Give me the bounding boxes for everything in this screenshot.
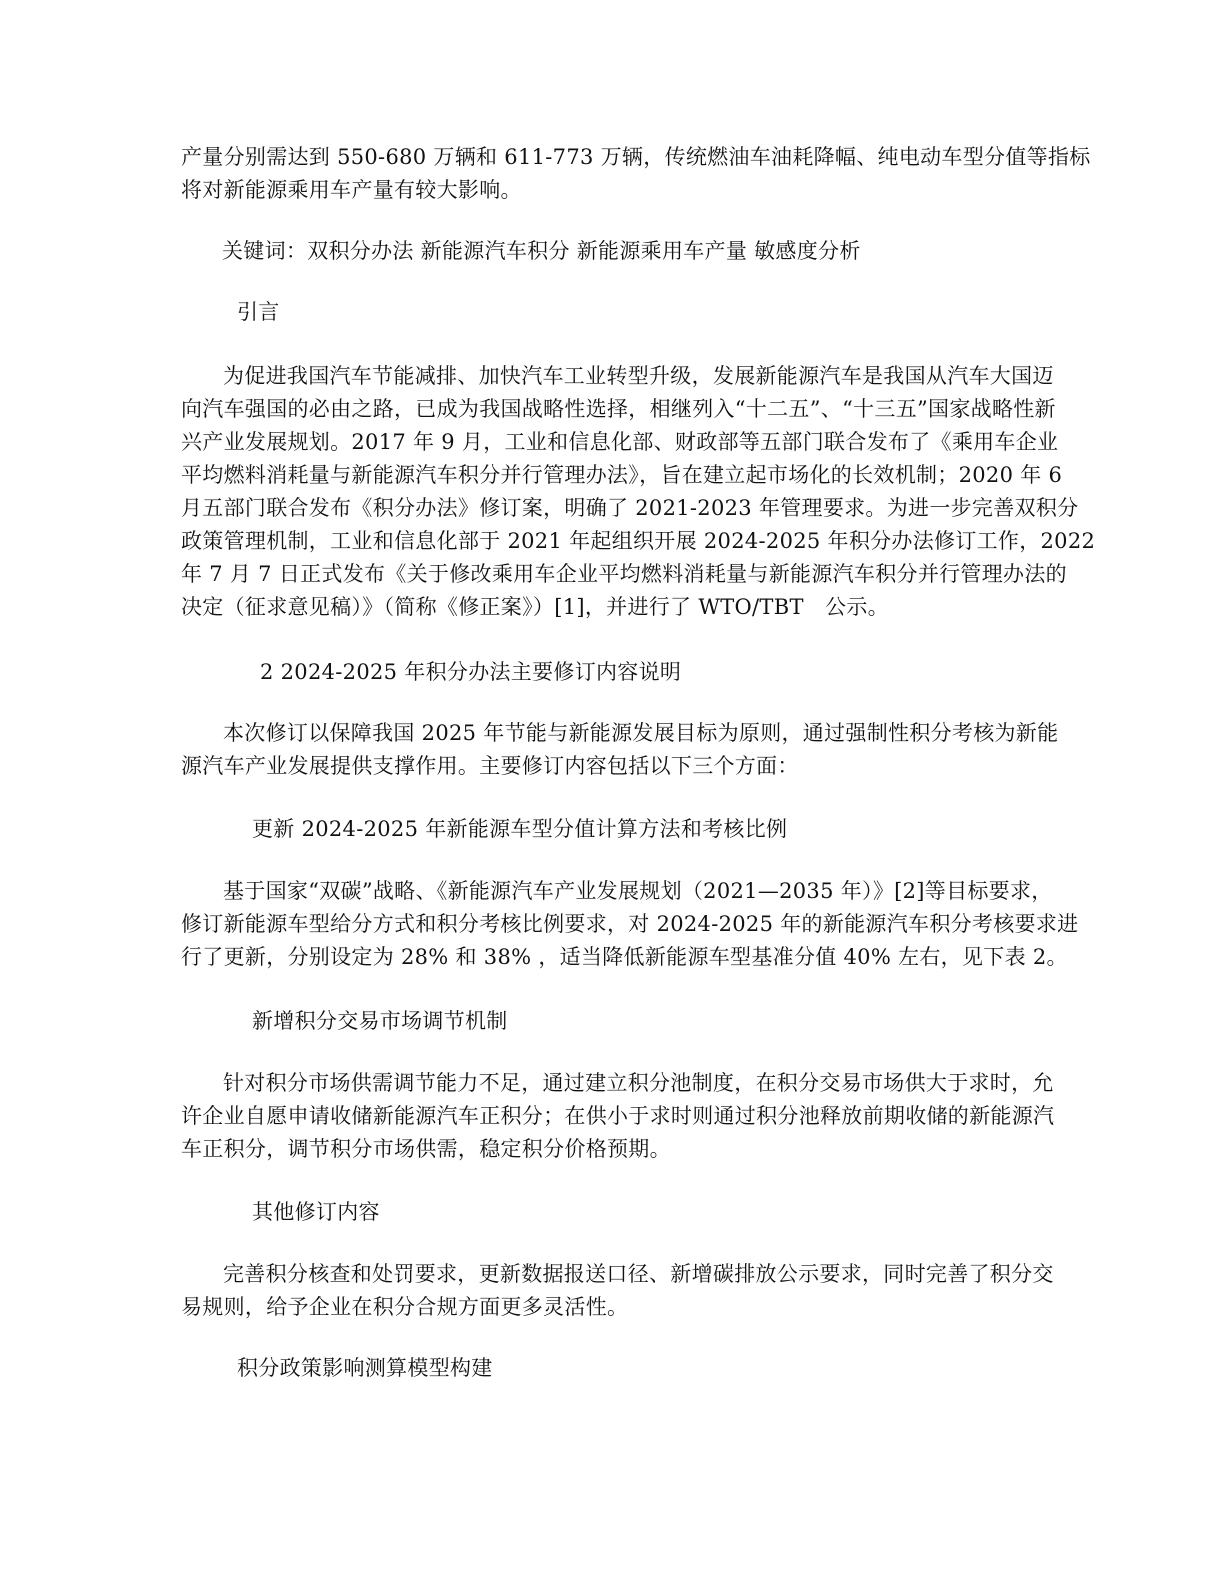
intro-heading: 引言 bbox=[237, 300, 280, 324]
text-line: 行了更新，分别设定为 28% 和 38% ，适当降低新能源车型基准分值 40% 左右，见下表 2。 bbox=[181, 945, 1068, 969]
text-line: 将对新能源乘用车产量有较大影响。 bbox=[181, 178, 522, 202]
section-3-heading: 积分政策影响测算模型构建 bbox=[237, 1356, 493, 1380]
intro-paragraph bbox=[181, 360, 1096, 624]
text-line: 易规则，给予企业在积分合规方面更多灵活性。 bbox=[181, 1295, 629, 1319]
text-line: 平均燃料消耗量与新能源汽车积分并行管理办法》，旨在建立起市场化的长效机制；2020 年 6 bbox=[181, 463, 1063, 487]
subsection-2-body bbox=[181, 1067, 1055, 1166]
text-line: 产量分别需达到 550-680 万辆和 611-773 万辆，传统燃油车油耗降幅、纯电动车型分值等指标 bbox=[181, 145, 1091, 169]
text-line: 基于国家“双碳”战略、《新能源汽车产业发展规划（2021—2035 年）》[2]等目标要求， bbox=[223, 879, 1053, 903]
keywords: 关键词：双积分办法 新能源汽车积分 新能源乘用车产量 敏感度分析 bbox=[222, 239, 861, 263]
text-line: 年 7 月 7 日正式发布《关于修改乘用车企业平均燃料消耗量与新能源汽车积分并行管理办法的 bbox=[181, 562, 1067, 586]
text-line: 完善积分核查和处罚要求，更新数据报送口径、新增碳排放公示要求，同时完善了积分交 bbox=[223, 1262, 1054, 1286]
text-line: 政策管理机制，工业和信息化部于 2021 年起组织开展 2024-2025 年积分办法修订工作，2022 bbox=[181, 529, 1096, 553]
text-line: 向汽车强国的必由之路，已成为我国战略性选择，相继列入“十二五”、“十三五”国家战略性新 bbox=[181, 397, 1056, 421]
text-line: 许企业自愿申请收储新能源汽车正积分；在供小于求时则通过积分池释放前期收储的新能源汽 bbox=[181, 1104, 1055, 1128]
subsection-3-body bbox=[181, 1258, 1054, 1324]
section-2-heading: 2 2024-2025 年积分办法主要修订内容说明 bbox=[260, 660, 682, 684]
text-line: 针对积分市场供需调节能力不足，通过建立积分池制度，在积分交易市场供大于求时，允 bbox=[223, 1071, 1054, 1095]
abstract-tail bbox=[181, 141, 1091, 207]
text-line: 月五部门联合发布《积分办法》修订案，明确了 2021-2023 年管理要求。为进一步完善双积分 bbox=[181, 496, 1079, 520]
subsection-1-body bbox=[181, 875, 1079, 974]
text-line: 为促进我国汽车节能减排、加快汽车工业转型升级，发展新能源汽车是我国从汽车大国迈 bbox=[223, 364, 1054, 388]
subsection-2-heading: 新增积分交易市场调节机制 bbox=[252, 1009, 508, 1033]
text-line: 本次修订以保障我国 2025 年节能与新能源发展目标为原则，通过强制性积分考核为新能 bbox=[223, 721, 1059, 745]
section-2-intro bbox=[181, 717, 1059, 783]
text-line: 修订新能源车型给分方式和积分考核比例要求，对 2024-2025 年的新能源汽车积分考核要求进 bbox=[181, 912, 1079, 936]
text-line: 车正积分，调节积分市场供需，稳定积分价格预期。 bbox=[181, 1137, 671, 1161]
text-line: 兴产业发展规划。2017 年 9 月，工业和信息化部、财政部等五部门联合发布了《乘用车企业 bbox=[181, 430, 1059, 454]
text-line: 源汽车产业发展提供支撑作用。主要修订内容包括以下三个方面： bbox=[181, 754, 799, 778]
subsection-1-heading: 更新 2024-2025 年新能源车型分值计算方法和考核比例 bbox=[252, 817, 788, 841]
subsection-3-heading: 其他修订内容 bbox=[252, 1200, 380, 1224]
text-line: 决定（征求意见稿）》（简称《修正案》）[1]，并进行了 WTO/TBT 公示。 bbox=[181, 595, 889, 619]
